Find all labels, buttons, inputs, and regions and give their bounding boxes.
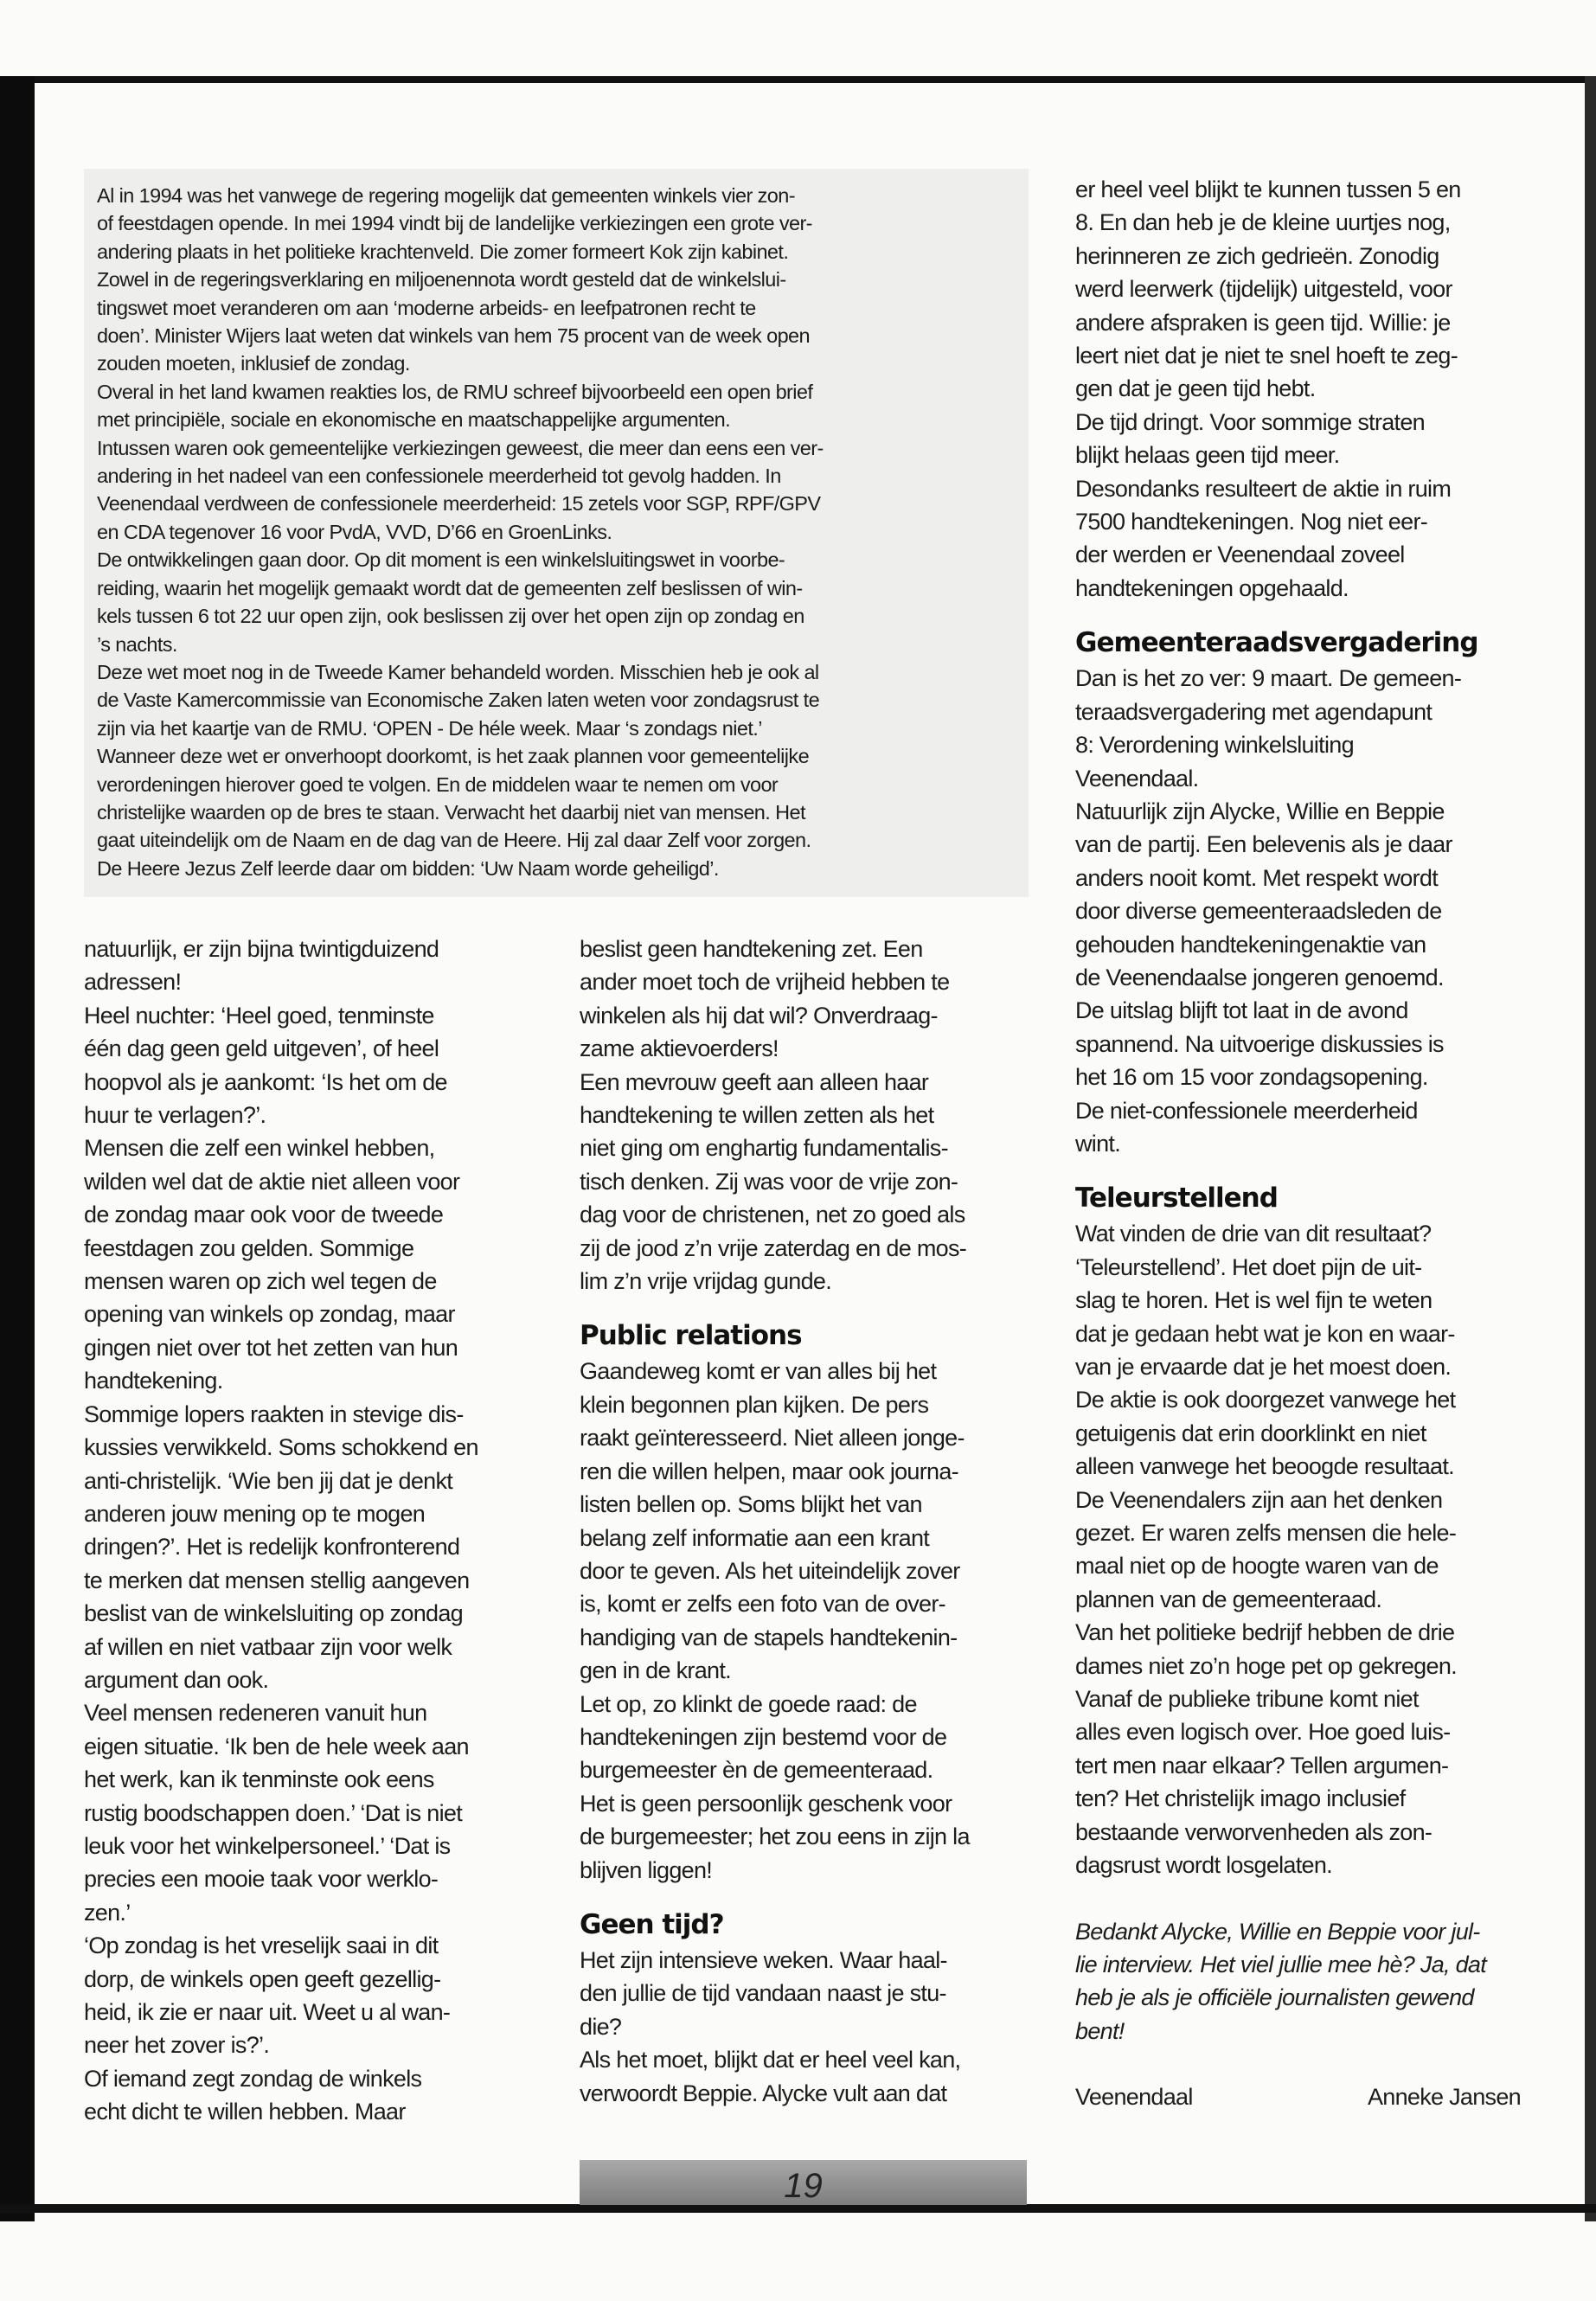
text-line: alles even logisch over. Hoe goed luis- <box>1075 1719 1451 1746</box>
text-line: spannend. Na uitvoerige diskussies is <box>1075 1030 1444 1057</box>
paragraph <box>580 2043 1038 2110</box>
text-line: listen bellen op. Soms blijkt het van <box>580 1491 922 1518</box>
text-line: De uitslag blijft tot laat in de avond <box>1075 997 1408 1024</box>
paragraph <box>84 1929 542 2062</box>
text-line: gingen niet over tot het zetten van hun <box>84 1334 458 1361</box>
paragraph <box>580 1066 1038 1298</box>
intro-box-text <box>97 182 1022 882</box>
paragraph <box>1075 173 1534 406</box>
text-line: Of iemand zegt zondag de winkels <box>84 2065 422 2092</box>
text-line: ‘Teleurstellend’. Het doet pijn de uit- <box>1075 1253 1422 1280</box>
intro-text-line: de Vaste Kamercommissie van Economische Zaken laten weten voor zondagsrust te <box>97 689 820 712</box>
text-line: werd leerwerk (tijdelijk) uitgesteld, voor <box>1075 276 1452 303</box>
text-line: argument dan ook. <box>84 1666 269 1693</box>
text-line: handtekeningen zijn bestemd voor de <box>580 1723 947 1750</box>
text-line: bent! <box>1075 2017 1125 2044</box>
text-line: de zondag maar ook voor de tweede <box>84 1202 444 1228</box>
column-3 <box>1075 173 1534 2114</box>
text-line: van de partij. Een belevenis als je daar <box>1075 831 1452 858</box>
text-line: klein begonnen plan kijken. De pers <box>580 1391 929 1418</box>
intro-text-line: tingswet moet veranderen om aan ‘moderne arbeids- en leefpatronen recht te <box>97 296 756 319</box>
text-line: getuigenis dat erin doorklinkt en niet <box>1075 1420 1426 1446</box>
paragraph <box>1075 1217 1534 1383</box>
text-line: dat je gedaan hebt wat je kon en waar- <box>1075 1320 1455 1347</box>
text-line: De Veenendalers zijn aan het denken <box>1075 1486 1443 1513</box>
text-line: herinneren ze zich gedrieën. Zonodig <box>1075 242 1439 269</box>
intro-text-line: Overal in het land kwamen reakties los, de RMU schreef bijvoorbeeld een open brief <box>97 380 813 403</box>
intro-text-line: De ontwikkelingen gaan door. Op dit moment is een winkelsluitingswet in voorbe- <box>97 548 785 572</box>
text-line: burgemeester èn de gemeenteraad. <box>580 1757 933 1784</box>
text-line: dagsrust wordt losgelaten. <box>1075 1852 1332 1879</box>
text-line: echt dicht te willen hebben. Maar <box>84 2099 406 2125</box>
intro-text-line: verordeningen hierover goed te volgen. En de middelen waar te nemen om voor <box>97 772 779 796</box>
section-heading <box>580 1906 1038 1944</box>
signature-author: Anneke Jansen <box>1367 2084 1521 2111</box>
text-line: het werk, kan ik tenminste ook eens <box>84 1766 434 1793</box>
text-line: mensen waren op zich wel tegen de <box>84 1268 437 1295</box>
text-line: handtekening te willen zetten als het <box>580 1102 934 1129</box>
intro-text-line: Veenendaal verdween de confessionele meerderheid: 15 zetels voor SGP, RPF/GPV <box>97 492 821 516</box>
paragraph <box>1075 406 1534 472</box>
scan-border-bottom <box>0 2204 1596 2213</box>
text-line: Bedankt Alycke, Willie en Beppie voor jul- <box>1075 1918 1480 1945</box>
intro-text-line: met principiële, sociale en ekonomische en maatschappelijke argumenten. <box>97 408 731 432</box>
intro-text-line: Deze wet moet nog in de Tweede Kamer behandeld worden. Misschien heb je ook al <box>97 660 819 683</box>
text-line: teraadsvergadering met agendapunt <box>1075 698 1433 725</box>
text-line: den jullie de tijd vandaan naast je stu- <box>580 1980 946 2007</box>
text-line: 7500 handtekeningen. Nog niet eer- <box>1075 509 1428 535</box>
scan-border-top <box>0 76 1596 83</box>
text-line: plannen van de gemeenteraad. <box>1075 1586 1382 1612</box>
text-line: Teleurstellend <box>1075 1183 1278 1215</box>
text-line: gen dat je geen tijd hebt. <box>1075 375 1316 402</box>
text-line: feestdagen zou gelden. Sommige <box>84 1234 414 1261</box>
text-line: de Veenendaalse jongeren genoemd. <box>1075 964 1444 990</box>
text-line: Veenendaal. <box>1075 765 1199 792</box>
paragraph <box>84 933 542 999</box>
signature <box>1075 2080 1521 2113</box>
text-line: gen in de krant. <box>580 1657 731 1684</box>
text-line: Desondanks resulteert de aktie in ruim <box>1075 475 1452 502</box>
text-line: Van het politieke bedrijf hebben de drie <box>1075 1619 1455 1646</box>
text-line: De aktie is ook doorgezet vanwege het <box>1075 1387 1456 1413</box>
text-line: Mensen die zelf een winkel hebben, <box>84 1135 435 1162</box>
paragraph <box>84 1696 542 1929</box>
text-line: alleen vanwege het beoogde resultaat. <box>1075 1453 1454 1480</box>
intro-text-line: Wanneer deze wet er onverhoopt doorkomt, is het zaak plannen voor gemeentelijke <box>97 745 810 768</box>
intro-text-line: gaat uiteindelijk om de Naam en de dag van de Heere. Hij zal daar Zelf voor zorgen. <box>97 829 811 852</box>
text-line: tisch denken. Zij was voor de vrije zon- <box>580 1168 958 1195</box>
text-line: gehouden handtekeningenaktie van <box>1075 931 1426 958</box>
text-line: zame aktievoerders! <box>580 1035 779 1062</box>
text-line: anderen jouw mening op te mogen <box>84 1500 426 1527</box>
text-line: Het is geen persoonlijk geschenk voor <box>580 1790 952 1817</box>
text-line: kussies verwikkeld. Soms schokkend en <box>84 1434 478 1461</box>
text-line: dag voor de christenen, net zo goed als <box>580 1202 965 1228</box>
paragraph <box>580 1688 1038 1887</box>
intro-text-line: christelijke waarden op de bres te staan. Verwacht het daarbij niet van mensen. Het <box>97 800 805 824</box>
paragraph <box>1075 662 1534 795</box>
text-line: adressen! <box>84 969 182 996</box>
spacer <box>1075 1882 1534 1915</box>
paragraph <box>84 2062 542 2129</box>
text-line: Het zijn intensieve weken. Waar haal- <box>580 1946 947 1973</box>
text-line: tert men naar elkaar? Tellen argumen- <box>1075 1752 1449 1779</box>
text-line: handtekening. <box>84 1368 223 1394</box>
intro-text-line: Al in 1994 was het vanwege de regering mogelijk dat gemeenten winkels vier zon- <box>97 184 795 207</box>
text-line: 8. En dan heb je de kleine uurtjes nog, <box>1075 209 1451 236</box>
text-line: raakt geïnteresseerd. Niet alleen jonge- <box>580 1425 965 1452</box>
page-number-box <box>580 2160 1027 2205</box>
spacer <box>1075 2048 1534 2080</box>
text-line: leert niet dat je niet te snel hoeft te zeg- <box>1075 343 1458 369</box>
text-line: het 16 om 15 voor zondagsopening. <box>1075 1064 1428 1091</box>
intro-text-line: doen’. Minister Wijers laat weten dat winkels van hem 75 procent van de week open <box>97 324 810 348</box>
text-line: Gemeenteraadsvergadering <box>1075 627 1478 659</box>
text-line: door te geven. Als het uiteindelijk zover <box>580 1557 960 1584</box>
paragraph <box>1075 472 1534 606</box>
text-line: Gaandeweg komt er van alles bij het <box>580 1358 937 1385</box>
text-line: Wat vinden de drie van dit resultaat? <box>1075 1221 1432 1247</box>
text-line: dames niet zo’n hoge pet op gekregen. <box>1075 1652 1457 1679</box>
text-line: is, komt er zelfs een foto van de over- <box>580 1591 945 1618</box>
text-line: verwoordt Beppie. Alycke vult aan dat <box>580 2080 947 2106</box>
paragraph <box>1075 994 1534 1160</box>
text-line: lie interview. Het viel jullie mee hè? Ja, dat <box>1075 1951 1487 1977</box>
scan-border-right <box>1585 76 1596 2221</box>
text-line: dringen?’. Het is redelijk konfronterend <box>84 1534 460 1561</box>
intro-text-line: Intussen waren ook gemeentelijke verkiezingen geweest, die meer dan eens een ver- <box>97 436 824 459</box>
intro-text-line: De Heere Jezus Zelf leerde daar om bidden: ‘Uw Naam worde geheiligd’. <box>97 856 719 880</box>
text-line: maal niet op de hoogte waren van de <box>1075 1553 1439 1580</box>
text-line: Let op, zo klinkt de goede raad: de <box>580 1690 917 1717</box>
paragraph <box>580 933 1038 1066</box>
text-line: belang zelf informatie aan een krant <box>580 1524 930 1551</box>
text-line: Natuurlijk zijn Alycke, Willie en Beppie <box>1075 798 1445 824</box>
text-line: Sommige lopers raakten in stevige dis- <box>84 1400 464 1427</box>
text-line: der werden er Veenendaal zoveel <box>1075 542 1405 568</box>
text-line: ander moet toch de vrijheid hebben te <box>580 969 950 996</box>
text-line: Veel mensen redeneren vanuit hun <box>84 1700 427 1727</box>
text-line: andere afspraken is geen tijd. Willie: je <box>1075 309 1451 336</box>
text-line: De tijd dringt. Voor sommige straten <box>1075 408 1425 435</box>
text-line: er heel veel blijkt te kunnen tussen 5 en <box>1075 176 1461 202</box>
text-line: opening van winkels op zondag, maar <box>84 1301 455 1328</box>
text-line: de burgemeester; het zou eens in zijn la <box>580 1823 970 1850</box>
paragraph <box>1075 795 1534 994</box>
text-line: Vanaf de publieke tribune komt niet <box>1075 1686 1419 1713</box>
column-2 <box>580 933 1038 2110</box>
intro-text-line: en CDA tegenover 16 voor PvdA, VVD, D’66 en GroenLinks. <box>97 520 612 543</box>
text-line: precies een mooie taak voor werklo- <box>84 1866 439 1893</box>
text-line: blijkt helaas geen tijd meer. <box>1075 442 1340 469</box>
text-line: Een mevrouw geeft aan alleen haar <box>580 1068 929 1095</box>
text-line: te merken dat mensen stellig aangeven <box>84 1567 470 1593</box>
text-line: natuurlijk, er zijn bijna twintigduizend <box>84 936 439 962</box>
scan-border-left <box>0 76 35 2221</box>
text-line: Dan is het zo ver: 9 maart. De gemeen- <box>1075 665 1462 692</box>
text-line: 8: Verordening winkelsluiting <box>1075 732 1354 759</box>
text-line: wilden wel dat de aktie niet alleen voor <box>84 1168 460 1195</box>
text-line: neer het zover is?’. <box>84 2032 270 2059</box>
text-line: wint. <box>1075 1130 1121 1157</box>
text-line: anti-christelijk. ‘Wie ben jij dat je denkt <box>84 1467 453 1494</box>
intro-text-line: reiding, waarin het mogelijk gemaakt wordt dat de gemeenten zelf beslissen of win- <box>97 576 803 599</box>
intro-text-line: andering plaats in het politieke krachtenveld. Die zomer formeert Kok zijn kabinet. <box>97 240 789 263</box>
text-line: van je ervaarde dat je het moest doen. <box>1075 1354 1452 1380</box>
intro-text-line: zijn via het kaartje van de RMU. ‘OPEN - De héle week. Maar ‘s zondags niet.’ <box>97 716 762 740</box>
closing-note <box>1075 1915 1534 2048</box>
text-line: hoopvol als je aankomt: ‘Is het om de <box>84 1068 447 1095</box>
paragraph <box>1075 1383 1534 1616</box>
text-line: beslist van de winkelsluiting op zondag <box>84 1600 463 1627</box>
text-line: slag te horen. Het is wel fijn te weten <box>1075 1287 1433 1314</box>
text-line: lim z’n vrije vrijdag gunde. <box>580 1268 832 1295</box>
text-line: af willen en niet vatbaar zijn voor welk <box>84 1633 452 1660</box>
text-line: Geen tijd? <box>580 1908 724 1940</box>
text-line: huur te verlagen?’. <box>84 1102 266 1129</box>
text-line: handiging van de stapels handtekenin- <box>580 1624 958 1650</box>
text-line: blijven liggen! <box>580 1856 713 1883</box>
text-line: bestaande verworvenheden als zon- <box>1075 1818 1433 1845</box>
text-line: zij de jood z’n vrije zaterdag en de mos- <box>580 1234 967 1261</box>
text-line: anders nooit komt. Met respekt wordt <box>1075 864 1438 891</box>
text-line: één dag geen geld uitgeven’, of heel <box>84 1035 439 1062</box>
text-line: heb je als je officiële journalisten gewend <box>1075 1984 1474 2011</box>
text-line: Als het moet, blijkt dat er heel veel kan, <box>580 2047 961 2073</box>
intro-text-line: kels tussen 6 tot 22 uur open zijn, ook beslissen zij over het open zijn op zondag en <box>97 605 804 628</box>
text-line: Public relations <box>580 1320 802 1352</box>
paragraph <box>84 1131 542 1397</box>
text-line: eigen situatie. ‘Ik ben de hele week aan <box>84 1733 469 1759</box>
paragraph <box>580 1944 1038 2043</box>
text-line: ‘Op zondag is het vreselijk saai in dit <box>84 1932 439 1959</box>
section-heading <box>1075 1179 1534 1217</box>
text-line: niet ging om enghartig fundamentalis- <box>580 1135 948 1162</box>
text-line: dorp, de winkels open geeft gezellig- <box>84 1965 441 1992</box>
text-line: ren die willen helpen, maar ook journa- <box>580 1458 958 1484</box>
paragraph <box>84 999 542 1132</box>
section-heading <box>580 1317 1038 1355</box>
text-line: rustig boodschappen doen.’ ‘Dat is niet <box>84 1799 462 1826</box>
intro-text-line: zouden moeten, inklusief de zondag. <box>97 352 410 375</box>
section-heading <box>1075 624 1534 662</box>
intro-text-line: andering in het nadeel van een confessionele meerderheid tot gevolg hadden. In <box>97 465 781 488</box>
text-line: Heel nuchter: ‘Heel goed, tenminste <box>84 1002 434 1029</box>
text-line: ten? Het christelijk imago inclusief <box>1075 1785 1406 1812</box>
text-line: beslist geen handtekening zet. Een <box>580 936 923 962</box>
intro-text-line: ’s nachts. <box>97 632 177 656</box>
text-line: door diverse gemeenteraadsleden de <box>1075 898 1442 925</box>
text-line: leuk voor het winkelpersoneel.’ ‘Dat is <box>84 1832 451 1859</box>
text-line: winkelen als hij dat wil? Onverdraag- <box>580 1002 938 1029</box>
text-line: die? <box>580 2013 622 2040</box>
column-1 <box>84 933 542 2129</box>
paragraph <box>1075 1616 1534 1881</box>
text-line: De niet-confessionele meerderheid <box>1075 1097 1418 1124</box>
text-line: heid, ik zie er naar uit. Weet u al wan- <box>84 1999 451 2025</box>
intro-text-line: Zowel in de regeringsverklaring en miljoenennota wordt gesteld dat de winkelslui- <box>97 268 786 292</box>
text-line: gezet. Er waren zelfs mensen die hele- <box>1075 1520 1457 1547</box>
paragraph <box>84 1398 542 1697</box>
text-line: zen.’ <box>84 1899 131 1926</box>
paragraph <box>580 1355 1038 1687</box>
text-line: handtekeningen opgehaald. <box>1075 574 1349 601</box>
intro-text-line: of feestdagen opende. In mei 1994 vindt bij de landelijke verkiezingen een grote ver- <box>97 212 812 235</box>
page-number: 19 <box>784 2167 823 2205</box>
signature-place: Veenendaal <box>1075 2084 1193 2111</box>
